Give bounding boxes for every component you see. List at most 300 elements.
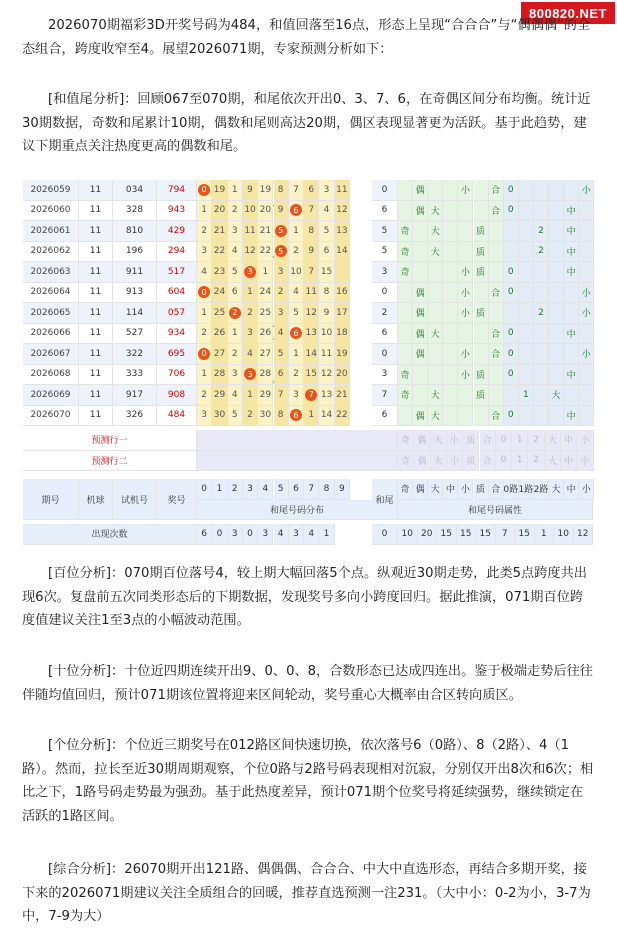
dist-cell: 4	[228, 385, 243, 406]
attr-cell	[564, 283, 579, 304]
attr-cell	[489, 221, 504, 242]
footer-digit-count: 3	[258, 524, 273, 545]
winning-number-cell: 604	[157, 283, 197, 304]
header-digit: 6	[289, 479, 304, 500]
header-winning: 奖号	[157, 479, 197, 520]
attr-cell	[443, 344, 458, 365]
attr-cell: 质	[474, 221, 489, 242]
predict-row[interactable]	[23, 430, 593, 451]
predict-attr-cell: 质	[463, 451, 479, 472]
attr-cell: 奇	[398, 385, 413, 406]
predict-attr-cell: 大	[545, 451, 561, 472]
attr-cell	[564, 303, 579, 324]
trial-number-cell: 034	[113, 180, 157, 201]
dist-cell: 12	[304, 303, 319, 324]
attr-cell	[564, 180, 579, 201]
trial-number-cell: 196	[113, 242, 157, 263]
predict-row[interactable]	[23, 451, 593, 472]
footer-attr-count: 15	[457, 524, 477, 545]
attr-cell	[534, 201, 549, 222]
footer-attr-count: 15	[437, 524, 457, 545]
attr-cell	[519, 303, 534, 324]
dist-cell: 5	[319, 221, 334, 242]
dist-cell: 14	[335, 242, 350, 263]
predict-attr-cell: 大	[431, 430, 447, 451]
table-row	[23, 262, 593, 283]
header-period: 期号	[23, 479, 79, 520]
dist-cell: 6	[228, 283, 243, 304]
attr-cell	[549, 221, 564, 242]
dist-cell: 29	[212, 385, 227, 406]
attr-cell	[443, 385, 458, 406]
dist-cell: 2	[243, 406, 258, 427]
dist-cell: 20	[212, 201, 227, 222]
dist-cell: 15	[304, 365, 319, 386]
header-attr: 质	[474, 479, 489, 500]
attr-cell	[549, 365, 564, 386]
predict-attr-cell: 合	[480, 451, 496, 472]
dist-cell	[197, 283, 212, 304]
predict-attr-cell: 大	[545, 430, 561, 451]
hit-ball: 3	[244, 266, 256, 278]
attr-cell	[413, 262, 428, 283]
winning-number-cell: 294	[157, 242, 197, 263]
dist-cell: 11	[319, 344, 334, 365]
table-row	[23, 180, 593, 201]
hit-ball: 0	[198, 184, 210, 196]
attr-cell: 小	[458, 344, 473, 365]
attr-cell: 质	[474, 242, 489, 263]
predict-dist-area	[197, 430, 398, 451]
hit-ball: 0	[198, 348, 210, 360]
header-digit: 8	[319, 479, 334, 500]
attr-cell: 2	[534, 242, 549, 263]
dist-cell: 3	[228, 365, 243, 386]
table-row	[23, 201, 593, 222]
machine-cell: 11	[79, 406, 113, 427]
predict-attr-cell: 0	[496, 451, 512, 472]
attr-cell	[428, 180, 443, 201]
attr-cell	[519, 324, 534, 345]
attr-cell: 中	[564, 406, 579, 427]
dist-cell: 10	[319, 324, 334, 345]
attr-cell	[413, 221, 428, 242]
dist-cell: 13	[304, 324, 319, 345]
predict-dist-area	[197, 451, 398, 472]
dist-cell: 5	[274, 344, 289, 365]
dist-cell: 1	[304, 406, 319, 427]
header-digit: 3	[243, 479, 258, 500]
attr-cell	[504, 242, 519, 263]
attr-cell	[579, 365, 594, 386]
attr-cell	[443, 365, 458, 386]
attr-cell: 大	[428, 242, 443, 263]
dist-cell: 26	[258, 324, 273, 345]
units-analysis: [个位分析]：个位近三期奖号在012路区间快速切换，依次落号6（0路）、8（2路）、4（1路）。然而，拉长至近30期周期观察，个位0路与2路号码表现相对沉寂，分别仅开出8次和6次；相比之下，1路号码走势最为强劲。基于此热度差异，预计071期个位奖号将延续强势，继续锁定在活跃的1路区间。	[22, 738, 594, 824]
dist-cell: 12	[319, 365, 334, 386]
dist-cell: 12	[335, 201, 350, 222]
dist-cell: 22	[335, 406, 350, 427]
period-cell: 2026060	[23, 201, 79, 222]
dist-cell: 10	[243, 201, 258, 222]
attr-cell: 中	[564, 262, 579, 283]
machine-cell: 11	[79, 221, 113, 242]
dist-cell: 7	[304, 262, 319, 283]
trial-number-cell: 114	[113, 303, 157, 324]
dist-cell: 27	[212, 344, 227, 365]
attr-cell	[519, 242, 534, 263]
footer-digit-count: 0	[212, 524, 227, 545]
header-attr: 奇	[398, 479, 413, 500]
attr-cell: 大	[428, 201, 443, 222]
dist-cell: 14	[319, 406, 334, 427]
dist-cell: 6	[274, 365, 289, 386]
intro-paragraph: 2026070期福彩3D开奖号码为484，和值回落至16点，形态上呈现“合合合”与“偶偶偶”的全态组合，跨度收窄至4。展望2026071期，专家预测分析如下：	[22, 18, 591, 57]
dist-cell: 27	[258, 344, 273, 365]
attr-cell	[534, 365, 549, 386]
attr-cell	[474, 283, 489, 304]
dist-cell: 3	[228, 221, 243, 242]
attr-cell: 奇	[398, 242, 413, 263]
sum-tail-cell: 6	[372, 324, 398, 345]
attr-cell	[474, 180, 489, 201]
dist-cell: 1	[228, 180, 243, 201]
dist-cell: 28	[258, 365, 273, 386]
attr-cell: 0	[504, 365, 519, 386]
attr-cell	[519, 344, 534, 365]
attr-cell	[489, 242, 504, 263]
dist-cell: 22	[212, 242, 227, 263]
attr-cell	[443, 201, 458, 222]
attr-cell: 小	[458, 262, 473, 283]
header-digit: 1	[212, 479, 227, 500]
attr-cell: 中	[564, 242, 579, 263]
winning-number-cell: 429	[157, 221, 197, 242]
attr-cell	[474, 344, 489, 365]
header-digit: 4	[258, 479, 273, 500]
attr-cell: 小	[579, 180, 594, 201]
period-cell: 2026061	[23, 221, 79, 242]
period-cell: 2026059	[23, 180, 79, 201]
header-trial: 试机号	[113, 479, 157, 520]
attr-cell	[549, 324, 564, 345]
attr-cell: 偶	[413, 201, 428, 222]
table-header	[23, 479, 593, 520]
attr-cell	[579, 262, 594, 283]
attr-cell: 偶	[413, 283, 428, 304]
dist-cell: 4	[319, 201, 334, 222]
predict-attr-cell: 2	[528, 451, 544, 472]
header-attr: 1路	[519, 479, 534, 500]
dist-cell: 6	[319, 242, 334, 263]
site-watermark: 800820.NET	[521, 2, 615, 24]
dist-cell: 11	[335, 180, 350, 201]
footer-attr-count: 7	[496, 524, 516, 545]
trial-number-cell: 913	[113, 283, 157, 304]
dist-cell: 21	[335, 385, 350, 406]
attr-cell: 偶	[413, 406, 428, 427]
dist-cell	[274, 242, 289, 263]
dist-cell: 16	[335, 283, 350, 304]
dist-cell: 9	[243, 180, 258, 201]
attr-cell: 1	[519, 385, 534, 406]
dist-cell	[243, 365, 258, 386]
attr-cell: 大	[428, 406, 443, 427]
attr-cell: 大	[549, 385, 564, 406]
attr-cell	[534, 283, 549, 304]
winning-number-cell: 057	[157, 303, 197, 324]
machine-cell: 11	[79, 324, 113, 345]
attr-cell: 小	[458, 303, 473, 324]
dist-cell: 7	[289, 180, 304, 201]
dist-cell: 7	[304, 201, 319, 222]
attr-cell	[443, 303, 458, 324]
predict-attr-cell: 小	[447, 451, 463, 472]
hit-ball: 6	[290, 409, 302, 421]
dist-cell	[197, 180, 212, 201]
attr-cell: 小	[579, 303, 594, 324]
header-dist-label: 和尾号码分布	[197, 500, 398, 521]
dist-cell: 11	[304, 283, 319, 304]
attr-cell	[413, 242, 428, 263]
footer-attr-count: 15	[476, 524, 496, 545]
attr-cell	[474, 201, 489, 222]
trial-number-cell: 326	[113, 406, 157, 427]
trial-number-cell: 322	[113, 344, 157, 365]
period-cell: 2026066	[23, 324, 79, 345]
dist-cell: 19	[258, 180, 273, 201]
dist-cell: 11	[243, 221, 258, 242]
sum-tail-cell: 3	[372, 365, 398, 386]
dist-cell: 1	[197, 303, 212, 324]
attr-cell: 偶	[413, 180, 428, 201]
hit-ball: 2	[229, 307, 241, 319]
header-attr: 偶	[413, 479, 428, 500]
attr-cell	[519, 365, 534, 386]
dist-cell: 1	[197, 365, 212, 386]
attr-cell	[534, 262, 549, 283]
attr-cell	[474, 324, 489, 345]
predict-attr-cell: 质	[463, 430, 479, 451]
dist-cell: 12	[243, 242, 258, 263]
attr-cell	[579, 324, 594, 345]
predict-attr-cell: 中	[561, 430, 577, 451]
attr-cell: 大	[428, 385, 443, 406]
period-cell: 2026065	[23, 303, 79, 324]
attr-cell	[398, 303, 413, 324]
dist-cell: 7	[274, 385, 289, 406]
header-attr: 大	[549, 479, 564, 500]
attr-cell	[534, 344, 549, 365]
trial-number-cell: 527	[113, 324, 157, 345]
sum-tail-cell: 6	[372, 406, 398, 427]
attr-cell: 小	[458, 283, 473, 304]
predict-attr-cell: 1	[512, 430, 528, 451]
dist-cell: 8	[319, 283, 334, 304]
attr-cell	[428, 283, 443, 304]
winning-number-cell: 908	[157, 385, 197, 406]
period-cell: 2026062	[23, 242, 79, 263]
trend-chart	[23, 180, 593, 541]
predict-attr-cell: 1	[512, 451, 528, 472]
dist-cell: 3	[274, 262, 289, 283]
dist-cell: 9	[304, 242, 319, 263]
predict-attr-cell: 大	[431, 451, 447, 472]
footer-attr-count: 12	[574, 524, 594, 545]
dist-cell: 8	[274, 180, 289, 201]
attr-cell: 奇	[398, 221, 413, 242]
attr-cell	[549, 283, 564, 304]
dist-cell: 4	[274, 324, 289, 345]
attr-cell: 偶	[413, 344, 428, 365]
attr-cell: 偶	[413, 324, 428, 345]
footer-attr-count: 20	[418, 524, 438, 545]
attr-cell	[489, 365, 504, 386]
sum-tail-cell: 5	[372, 242, 398, 263]
header-attr: 中	[443, 479, 458, 500]
dist-cell	[243, 262, 258, 283]
attr-cell	[398, 324, 413, 345]
attr-cell	[398, 201, 413, 222]
attr-cell	[443, 221, 458, 242]
machine-cell: 11	[79, 365, 113, 386]
predict-attr-cell: 小	[577, 430, 593, 451]
attr-cell	[519, 406, 534, 427]
dist-cell: 1	[289, 344, 304, 365]
dist-cell: 15	[319, 262, 334, 283]
attr-cell	[579, 406, 594, 427]
predict-attr-cell: 小	[577, 451, 593, 472]
header-attr: 合	[489, 479, 504, 500]
sum-tail-cell: 0	[372, 344, 398, 365]
attr-cell: 合	[489, 283, 504, 304]
attr-cell	[398, 180, 413, 201]
dist-cell: 6	[304, 180, 319, 201]
header-sum: 和尾	[372, 479, 398, 520]
attr-cell	[519, 262, 534, 283]
attr-cell: 0	[504, 406, 519, 427]
dist-cell: 2	[228, 201, 243, 222]
attr-cell: 0	[504, 262, 519, 283]
attr-cell: 奇	[398, 262, 413, 283]
attr-cell	[398, 406, 413, 427]
attr-cell: 奇	[398, 365, 413, 386]
attr-cell	[579, 385, 594, 406]
dist-cell: 3	[289, 385, 304, 406]
period-cell: 2026068	[23, 365, 79, 386]
attr-cell	[443, 242, 458, 263]
footer-digit-count: 6	[197, 524, 212, 545]
attr-cell: 中	[564, 324, 579, 345]
attr-cell	[519, 221, 534, 242]
dist-cell	[289, 201, 304, 222]
dist-cell: 2	[289, 365, 304, 386]
machine-cell: 11	[79, 201, 113, 222]
attr-cell: 大	[428, 221, 443, 242]
hit-ball: 5	[275, 245, 287, 257]
hundreds-analysis: [百位分析]：070期百位落号4，较上期大幅回落5个点。纵观近30期走势，此类5点跨度共出现6次。复盘前五次同类形态后的下期数据，发现奖号多向小跨度回归。据此推演，071期百位跨度值建议关注1至3点的小幅波动范围。	[22, 566, 587, 628]
footer-attr-count: 1	[535, 524, 555, 545]
predict-attr-cell: 奇	[398, 430, 414, 451]
header-attr: 小	[579, 479, 594, 500]
machine-cell: 11	[79, 262, 113, 283]
dist-cell: 1	[228, 324, 243, 345]
hit-ball: 0	[198, 286, 210, 298]
dist-cell: 23	[212, 262, 227, 283]
predict-attr-cell: 偶	[414, 451, 430, 472]
attr-cell	[489, 385, 504, 406]
dist-cell: 26	[212, 324, 227, 345]
dist-cell: 4	[197, 262, 212, 283]
attr-cell: 0	[504, 283, 519, 304]
dist-cell: 29	[258, 385, 273, 406]
header-digit: 7	[304, 479, 319, 500]
sum-tail-cell: 7	[372, 385, 398, 406]
dist-cell: 19	[335, 344, 350, 365]
attr-cell: 0	[504, 324, 519, 345]
predict-attr-cell: 2	[528, 430, 544, 451]
table-row	[23, 344, 593, 365]
table-footer	[23, 524, 593, 545]
trial-number-cell: 810	[113, 221, 157, 242]
winning-number-cell: 794	[157, 180, 197, 201]
winning-number-cell: 943	[157, 201, 197, 222]
machine-cell: 11	[79, 180, 113, 201]
attr-cell	[443, 180, 458, 201]
trial-number-cell: 917	[113, 385, 157, 406]
dist-cell: 1	[258, 262, 273, 283]
sum-tail-cell: 0	[372, 180, 398, 201]
footer-sum-count: 0	[372, 524, 398, 545]
dist-cell: 4	[289, 283, 304, 304]
sum-tail-analysis: [和值尾分析]：回顾067至070期，和尾依次开出0、3、7、6，在奇偶区间分布均衡。统计近30期数据，奇数和尾累计10期，偶数和尾则高达20期，偶区表现显著更为活跃。基于此趋势，建议下期重点关注热度更高的偶数和尾。	[22, 92, 591, 154]
header-digit: 5	[274, 479, 289, 500]
dist-cell: 25	[212, 303, 227, 324]
dist-cell: 2	[197, 385, 212, 406]
attr-cell	[458, 242, 473, 263]
footer-attr-count: 15	[515, 524, 535, 545]
period-cell: 2026064	[23, 283, 79, 304]
hit-ball: 5	[275, 225, 287, 237]
table-row	[23, 385, 593, 406]
sum-tail-cell: 5	[372, 221, 398, 242]
header-attr: 0路	[504, 479, 519, 500]
attr-cell: 合	[489, 406, 504, 427]
attr-cell	[579, 221, 594, 242]
dist-cell: 1	[243, 385, 258, 406]
sum-tail-cell: 2	[372, 303, 398, 324]
dist-cell: 17	[335, 303, 350, 324]
predict-attr-cell: 0	[496, 430, 512, 451]
dist-cell: 3	[319, 180, 334, 201]
attr-cell	[504, 385, 519, 406]
winning-number-cell: 517	[157, 262, 197, 283]
dist-cell	[197, 344, 212, 365]
header-digit: 2	[228, 479, 243, 500]
trial-number-cell: 328	[113, 201, 157, 222]
predict-label: 预测行一	[23, 430, 197, 451]
attr-cell	[428, 303, 443, 324]
attr-cell	[549, 303, 564, 324]
attr-cell: 中	[564, 201, 579, 222]
attr-cell	[443, 283, 458, 304]
dist-cell: 13	[319, 385, 334, 406]
table-row	[23, 406, 593, 427]
footer-digit-count: 1	[319, 524, 334, 545]
attr-cell: 小	[579, 283, 594, 304]
dist-cell: 28	[212, 365, 227, 386]
footer-digit-count: 4	[304, 524, 319, 545]
